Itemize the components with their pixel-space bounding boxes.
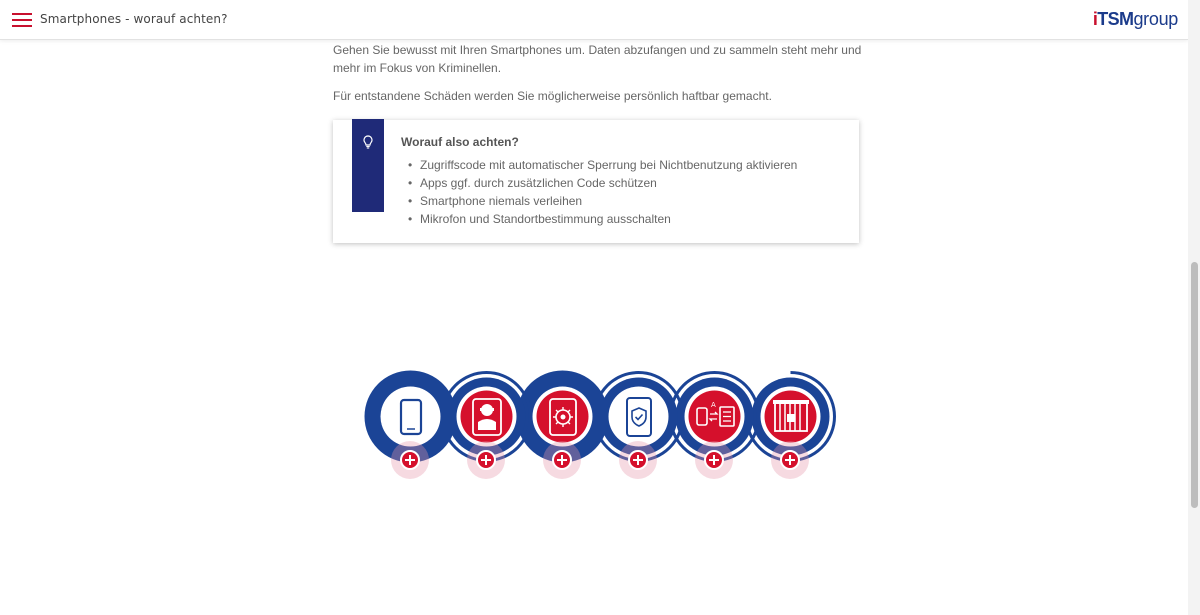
- plus-icon[interactable]: [476, 450, 496, 470]
- plus-icon[interactable]: [400, 450, 420, 470]
- page-title: Smartphones - worauf achten?: [40, 12, 228, 26]
- list-item: • Smartphone niemals verleihen: [401, 192, 797, 210]
- tip-accent-bar: [352, 119, 384, 212]
- tip-list: [401, 156, 797, 228]
- expand-plus-button[interactable]: [695, 441, 733, 479]
- list-item: • Zugriffscode mit automatischer Sperrung bei Nichtbenutzung aktivieren: [401, 156, 797, 174]
- lightbulb-icon: [363, 135, 373, 149]
- plus-icon[interactable]: [552, 450, 572, 470]
- vertical-scrollbar[interactable]: [1188, 0, 1200, 615]
- expand-plus-button[interactable]: [619, 441, 657, 479]
- list-item: • Apps ggf. durch zusätzlichen Code schützen: [401, 174, 797, 192]
- plus-icon[interactable]: [628, 450, 648, 470]
- hotspot-row: [360, 370, 840, 485]
- expand-plus-button[interactable]: [391, 441, 429, 479]
- plus-icon[interactable]: [780, 450, 800, 470]
- liability-paragraph: Für entstandene Schäden werden Sie möglicherweise persönlich haftbar gemacht.: [333, 89, 772, 103]
- expand-plus-button[interactable]: [467, 441, 505, 479]
- expand-plus-button[interactable]: [771, 441, 809, 479]
- top-navigation-bar: [0, 0, 1188, 40]
- scrollbar-thumb[interactable]: [1191, 262, 1198, 508]
- tip-box: [333, 120, 859, 243]
- plus-icon[interactable]: [704, 450, 724, 470]
- itsm-group-logo[interactable]: iTSMgroup: [1092, 9, 1178, 29]
- hamburger-icon[interactable]: [12, 13, 32, 27]
- intro-paragraph: Gehen Sie bewusst mit Ihren Smartphones um. Daten abzufangen und zu sammeln steht mehr und mehr im Fokus von Kriminellen.: [333, 43, 862, 75]
- list-item: • Mikrofon und Standortbestimmung ausschalten: [401, 210, 797, 228]
- svg-text:A: A: [711, 401, 716, 409]
- expand-plus-button[interactable]: [543, 441, 581, 479]
- tip-title: Worauf also achten?: [401, 135, 519, 149]
